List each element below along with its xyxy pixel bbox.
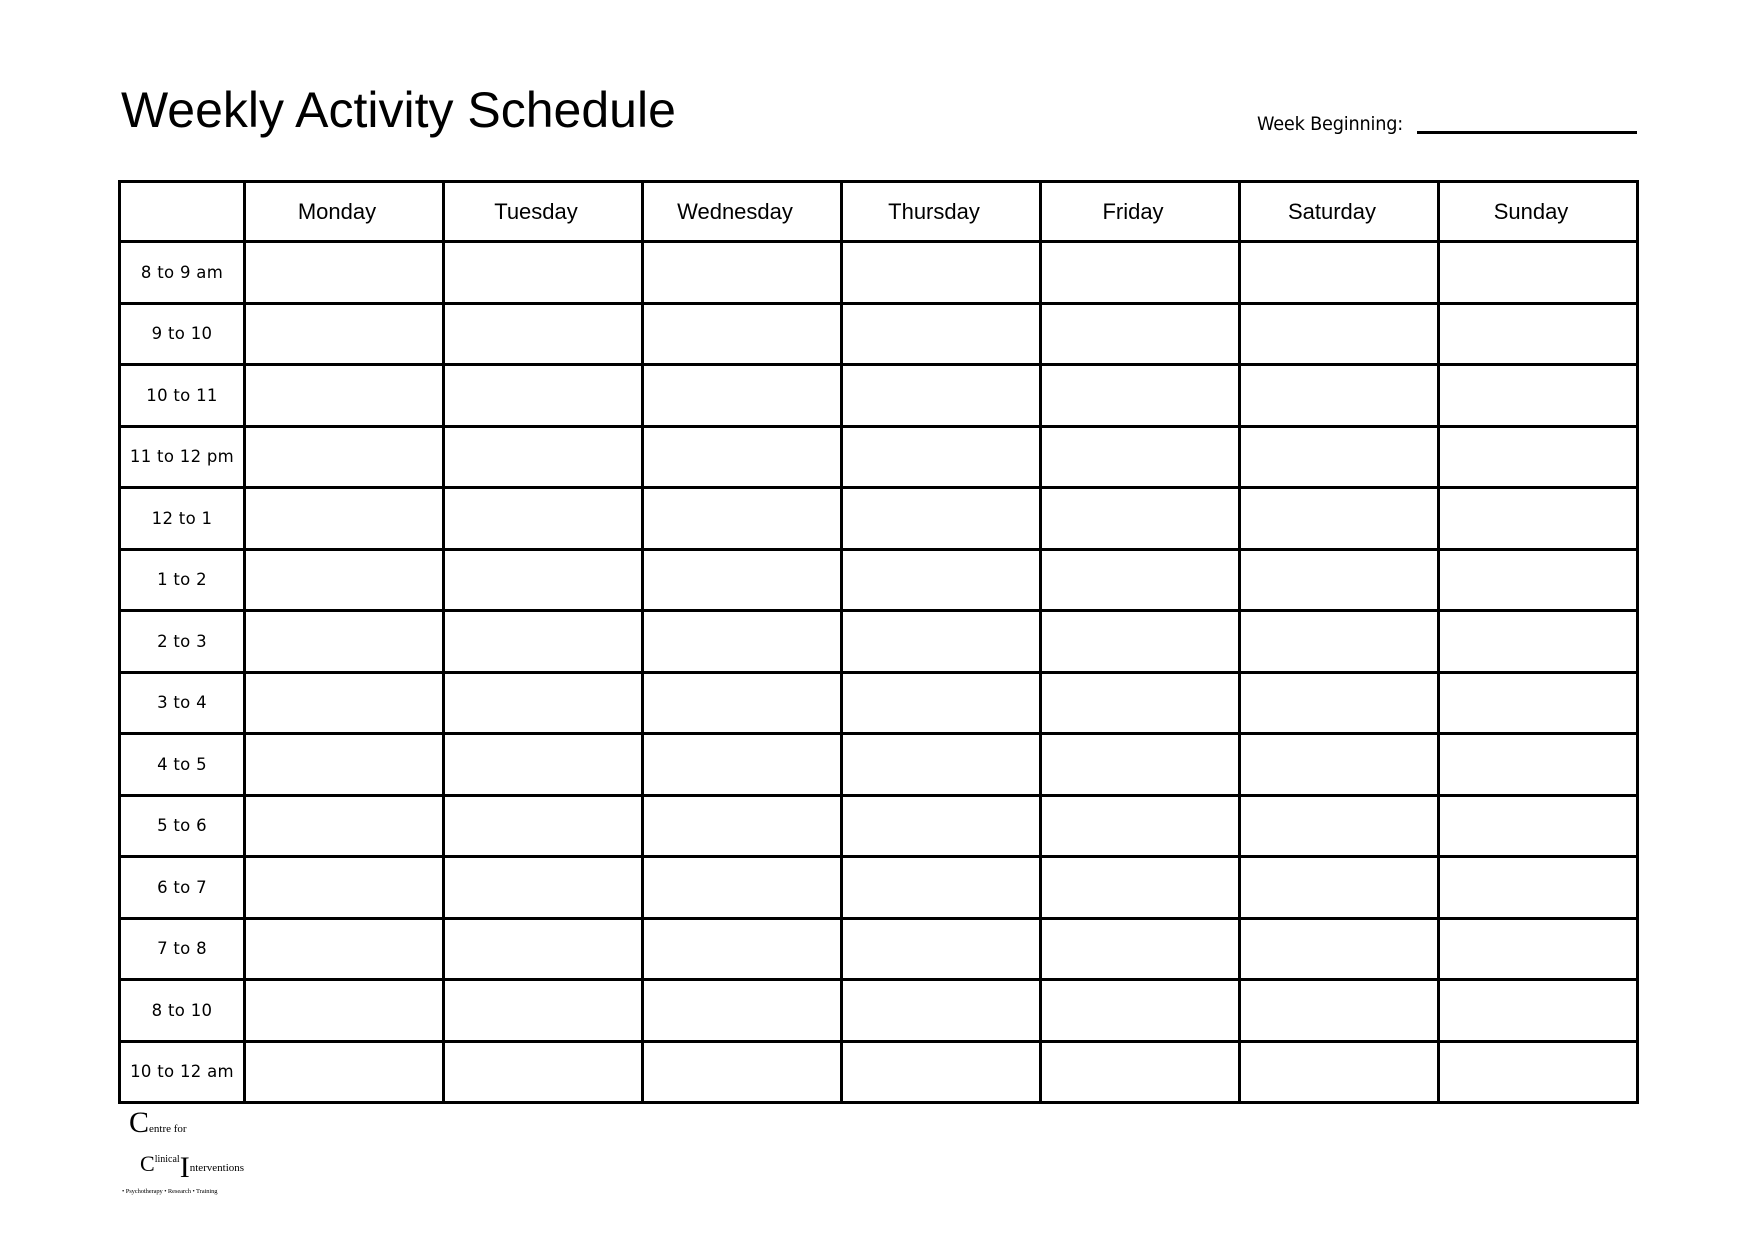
schedule-cell-friday[interactable]	[1041, 1041, 1240, 1103]
schedule-cell-monday[interactable]	[245, 857, 444, 919]
schedule-cell-tuesday[interactable]	[444, 980, 643, 1042]
schedule-cell-sunday[interactable]	[1439, 303, 1638, 365]
schedule-cell-tuesday[interactable]	[444, 426, 643, 488]
schedule-cell-thursday[interactable]	[842, 672, 1041, 734]
schedule-cell-tuesday[interactable]	[444, 549, 643, 611]
schedule-cell-tuesday[interactable]	[444, 303, 643, 365]
schedule-cell-saturday[interactable]	[1240, 857, 1439, 919]
schedule-cell-tuesday[interactable]	[444, 672, 643, 734]
logo-tagline: • Psychotherapy • Research • Training	[122, 1188, 218, 1195]
day-header-saturday: Saturday	[1240, 182, 1439, 242]
schedule-cell-saturday[interactable]	[1240, 672, 1439, 734]
schedule-cell-saturday[interactable]	[1240, 795, 1439, 857]
schedule-cell-wednesday[interactable]	[643, 549, 842, 611]
time-slot-label: 12 to 1	[120, 488, 245, 550]
schedule-cell-sunday[interactable]	[1439, 857, 1638, 919]
schedule-cell-wednesday[interactable]	[643, 918, 842, 980]
schedule-cell-friday[interactable]	[1041, 549, 1240, 611]
schedule-cell-monday[interactable]	[245, 611, 444, 673]
schedule-cell-monday[interactable]	[245, 549, 444, 611]
schedule-cell-saturday[interactable]	[1240, 365, 1439, 427]
table-row	[120, 488, 1638, 550]
schedule-cell-saturday[interactable]	[1240, 980, 1439, 1042]
table-row	[120, 672, 1638, 734]
schedule-cell-saturday[interactable]	[1240, 611, 1439, 673]
schedule-cell-monday[interactable]	[245, 1041, 444, 1103]
schedule-cell-tuesday[interactable]	[444, 857, 643, 919]
table-row	[120, 549, 1638, 611]
schedule-cell-wednesday[interactable]	[643, 611, 842, 673]
schedule-cell-sunday[interactable]	[1439, 611, 1638, 673]
schedule-cell-saturday[interactable]	[1240, 734, 1439, 796]
schedule-cell-tuesday[interactable]	[444, 918, 643, 980]
schedule-cell-monday[interactable]	[245, 918, 444, 980]
time-slot-label: 9 to 10	[120, 303, 245, 365]
schedule-cell-saturday[interactable]	[1240, 488, 1439, 550]
schedule-cell-monday[interactable]	[245, 242, 444, 304]
time-slot-label: 10 to 11	[120, 365, 245, 427]
schedule-cell-friday[interactable]	[1041, 857, 1240, 919]
schedule-cell-sunday[interactable]	[1439, 426, 1638, 488]
schedule-cell-friday[interactable]	[1041, 918, 1240, 980]
table-row	[120, 365, 1638, 427]
schedule-cell-wednesday[interactable]	[643, 303, 842, 365]
day-header-friday: Friday	[1041, 182, 1240, 242]
table-row	[120, 857, 1638, 919]
logo-text-clinical: linical	[154, 1154, 180, 1165]
schedule-cell-thursday[interactable]	[842, 365, 1041, 427]
schedule-cell-sunday[interactable]	[1439, 918, 1638, 980]
schedule-cell-friday[interactable]	[1041, 734, 1240, 796]
table-row	[120, 303, 1638, 365]
schedule-cell-friday[interactable]	[1041, 488, 1240, 550]
centre-for-clinical-interventions-logo	[124, 1106, 274, 1202]
table-row	[120, 242, 1638, 304]
schedule-cell-friday[interactable]	[1041, 980, 1240, 1042]
time-slot-label: 4 to 5	[120, 734, 245, 796]
schedule-cell-tuesday[interactable]	[444, 242, 643, 304]
time-slot-label: 8 to 10	[120, 980, 245, 1042]
schedule-cell-monday[interactable]	[245, 980, 444, 1042]
schedule-cell-sunday[interactable]	[1439, 980, 1638, 1042]
schedule-cell-wednesday[interactable]	[643, 672, 842, 734]
schedule-cell-wednesday[interactable]	[643, 242, 842, 304]
table-row	[120, 1041, 1638, 1103]
schedule-cell-saturday[interactable]	[1240, 918, 1439, 980]
schedule-cell-friday[interactable]	[1041, 611, 1240, 673]
schedule-cell-tuesday[interactable]	[444, 734, 643, 796]
schedule-cell-thursday[interactable]	[842, 242, 1041, 304]
schedule-cell-wednesday[interactable]	[643, 1041, 842, 1103]
time-slot-label: 6 to 7	[120, 857, 245, 919]
day-header-wednesday: Wednesday	[643, 182, 842, 242]
week-beginning-label: Week Beginning:	[1257, 113, 1404, 135]
schedule-cell-wednesday[interactable]	[643, 795, 842, 857]
schedule-cell-friday[interactable]	[1041, 303, 1240, 365]
logo-initial-c2: C	[140, 1151, 155, 1176]
schedule-cell-thursday[interactable]	[842, 426, 1041, 488]
schedule-cell-thursday[interactable]	[842, 549, 1041, 611]
schedule-cell-sunday[interactable]	[1439, 734, 1638, 796]
schedule-cell-monday[interactable]	[245, 488, 444, 550]
schedule-cell-sunday[interactable]	[1439, 242, 1638, 304]
schedule-cell-sunday[interactable]	[1439, 365, 1638, 427]
day-header-monday: Monday	[245, 182, 444, 242]
schedule-cell-wednesday[interactable]	[643, 857, 842, 919]
schedule-cell-sunday[interactable]	[1439, 795, 1638, 857]
logo-initial-c: C	[129, 1106, 150, 1139]
schedule-cell-saturday[interactable]	[1240, 303, 1439, 365]
logo-line-1	[129, 1108, 187, 1138]
schedule-cell-saturday[interactable]	[1240, 549, 1439, 611]
schedule-cell-wednesday[interactable]	[643, 488, 842, 550]
schedule-cell-wednesday[interactable]	[643, 365, 842, 427]
schedule-cell-tuesday[interactable]	[444, 488, 643, 550]
schedule-cell-monday[interactable]	[245, 426, 444, 488]
table-row	[120, 611, 1638, 673]
logo-initial-i: I	[179, 1151, 190, 1184]
schedule-cell-tuesday[interactable]	[444, 611, 643, 673]
schedule-cell-thursday[interactable]	[842, 303, 1041, 365]
schedule-cell-friday[interactable]	[1041, 795, 1240, 857]
day-header-tuesday: Tuesday	[444, 182, 643, 242]
time-slot-label: 5 to 6	[120, 795, 245, 857]
schedule-cell-wednesday[interactable]	[643, 734, 842, 796]
schedule-cell-monday[interactable]	[245, 303, 444, 365]
schedule-cell-thursday[interactable]	[842, 795, 1041, 857]
schedule-cell-friday[interactable]	[1041, 426, 1240, 488]
schedule-cell-thursday[interactable]	[842, 734, 1041, 796]
schedule-cell-friday[interactable]	[1041, 242, 1240, 304]
day-header-thursday: Thursday	[842, 182, 1041, 242]
logo-text-centre-for: entre for	[149, 1123, 187, 1135]
time-slot-label: 1 to 2	[120, 549, 245, 611]
time-slot-label: 3 to 4	[120, 672, 245, 734]
table-row	[120, 734, 1638, 796]
header-row	[120, 182, 1638, 242]
week-beginning	[1257, 106, 1637, 136]
schedule-cell-thursday[interactable]	[842, 611, 1041, 673]
schedule-body	[120, 242, 1638, 1103]
schedule-cell-monday[interactable]	[245, 672, 444, 734]
time-slot-label: 11 to 12 pm	[120, 426, 245, 488]
time-slot-label: 2 to 3	[120, 611, 245, 673]
schedule-cell-sunday[interactable]	[1439, 549, 1638, 611]
week-beginning-field[interactable]	[1417, 131, 1637, 134]
schedule-table	[118, 180, 1639, 1104]
schedule-cell-thursday[interactable]	[842, 980, 1041, 1042]
schedule-cell-monday[interactable]	[245, 734, 444, 796]
time-slot-label: 7 to 8	[120, 918, 245, 980]
schedule-cell-saturday[interactable]	[1240, 426, 1439, 488]
schedule-cell-thursday[interactable]	[842, 1041, 1041, 1103]
logo-text-interventions: nterventions	[189, 1162, 245, 1174]
schedule-cell-wednesday[interactable]	[643, 426, 842, 488]
schedule-cell-monday[interactable]	[245, 795, 444, 857]
schedule-cell-thursday[interactable]	[842, 857, 1041, 919]
schedule-cell-tuesday[interactable]	[444, 795, 643, 857]
time-slot-label: 8 to 9 am	[120, 242, 245, 304]
schedule-cell-tuesday[interactable]	[444, 365, 643, 427]
time-slot-label: 10 to 12 am	[120, 1041, 245, 1103]
schedule-cell-thursday[interactable]	[842, 918, 1041, 980]
table-row	[120, 795, 1638, 857]
logo-line-2	[140, 1151, 245, 1184]
corner-cell	[120, 182, 245, 242]
day-header-sunday: Sunday	[1439, 182, 1638, 242]
schedule-cell-monday[interactable]	[245, 365, 444, 427]
schedule-cell-sunday[interactable]	[1439, 488, 1638, 550]
page-title: Weekly Activity Schedule	[121, 82, 676, 138]
schedule-cell-tuesday[interactable]	[444, 1041, 643, 1103]
table-row	[120, 918, 1638, 980]
schedule-cell-sunday[interactable]	[1439, 672, 1638, 734]
schedule-cell-saturday[interactable]	[1240, 1041, 1439, 1103]
schedule-cell-wednesday[interactable]	[643, 980, 842, 1042]
table-row	[120, 980, 1638, 1042]
schedule-cell-friday[interactable]	[1041, 365, 1240, 427]
schedule-cell-sunday[interactable]	[1439, 1041, 1638, 1103]
table-row	[120, 426, 1638, 488]
schedule-cell-saturday[interactable]	[1240, 242, 1439, 304]
schedule-cell-thursday[interactable]	[842, 488, 1041, 550]
schedule-cell-friday[interactable]	[1041, 672, 1240, 734]
